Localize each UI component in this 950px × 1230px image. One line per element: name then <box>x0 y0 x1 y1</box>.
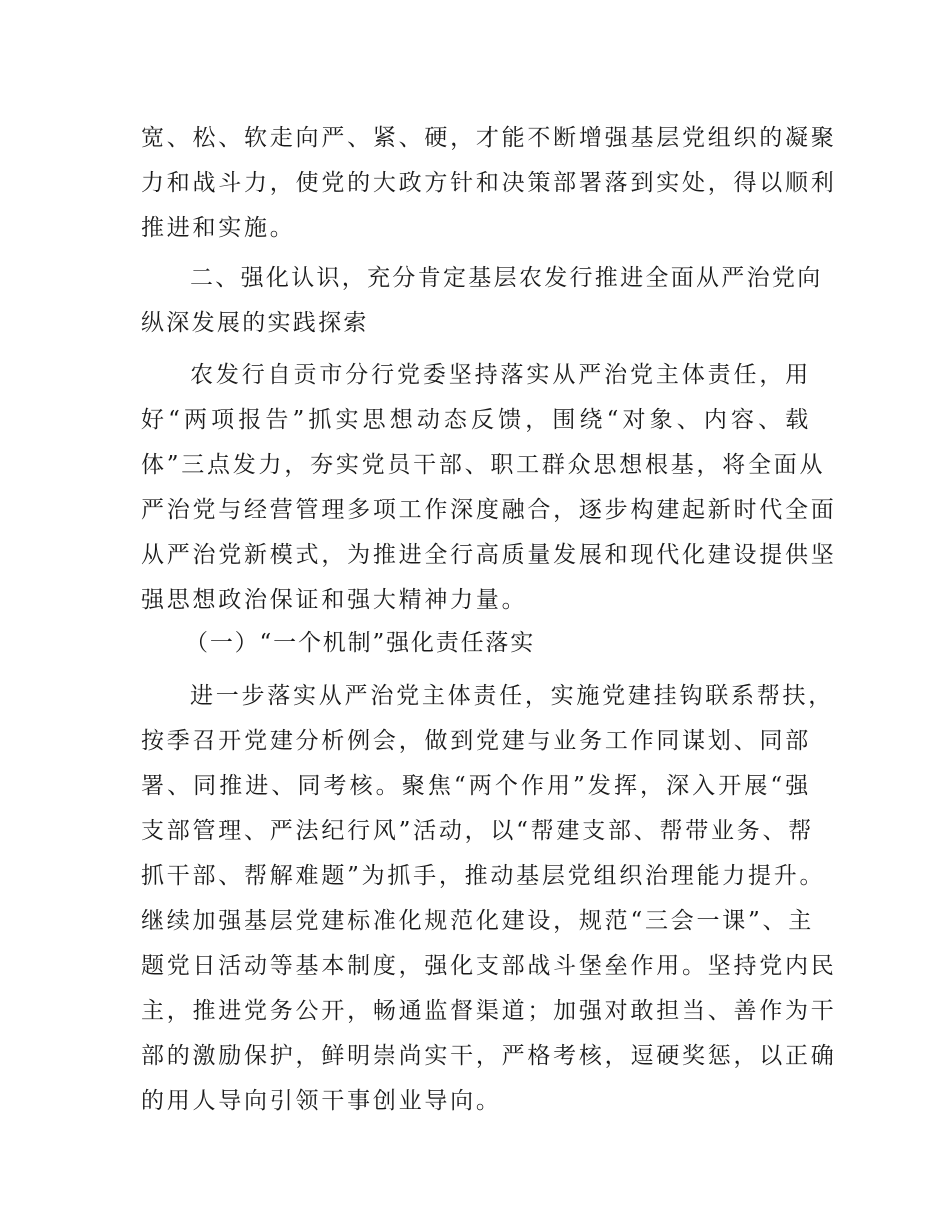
text-line: 部的激励保护，鲜明崇尚实干，严格考核，逗硬奖惩，以正确 <box>141 1043 837 1069</box>
text-line: 严治党与经营管理多项工作深度融合，逐步构建起新时代全面 <box>141 497 837 523</box>
text-line: 好“两项报告”抓实思想动态反馈，围绕“对象、内容、载 <box>141 407 811 433</box>
text-line: 二、强化认识，充分肯定基层农发行推进全面从严治党向 <box>190 265 823 291</box>
body-paragraph <box>141 353 837 623</box>
text-line: （一）“一个机制”强化责任落实 <box>185 630 536 656</box>
text-line: 体”三点发力，夯实党员干部、职工群众思想根基，将全面从 <box>141 452 826 478</box>
text-line: 力和战斗力，使党的大政方针和决策部署落到实处，得以顺利 <box>141 170 837 196</box>
paragraph-continuation <box>141 116 837 251</box>
text-line: 按季召开党建分析例会，做到党建与业务工作同谋划、同部 <box>141 728 811 754</box>
text-line: 宽、松、软走向严、紧、硬，才能不断增强基层党组织的凝聚 <box>141 125 837 151</box>
text-line: 纵深发展的实践探索 <box>141 310 369 336</box>
body-paragraph <box>141 674 837 1124</box>
subsection-heading <box>141 621 811 666</box>
text-line: 推进和实施。 <box>141 215 296 241</box>
text-line: 的用人导向引领干事创业导向。 <box>141 1088 502 1114</box>
text-line: 题党日活动等基本制度，强化支部战斗堡垒作用。坚持党内民 <box>141 953 837 979</box>
text-line: 从严治党新模式，为推进全行高质量发展和现代化建设提供坚 <box>141 542 837 568</box>
text-line: 农发行自贡市分行党委坚持落实从严治党主体责任，用 <box>190 362 811 388</box>
text-line: 署、同推进、同考核。聚焦“两个作用”发挥，深入开展“强 <box>141 773 811 799</box>
text-line: 抓干部、帮解难题”为抓手，推动基层党组织治理能力提升。 <box>141 863 826 889</box>
text-line: 强思想政治保证和强大精神力量。 <box>141 587 528 613</box>
text-line: 主，推进党务公开，畅通监督渠道；加强对敢担当、善作为干 <box>141 998 837 1024</box>
text-line: 支部管理、严法纪行风”活动，以“帮建支部、帮带业务、帮 <box>141 818 815 844</box>
section-heading <box>141 256 823 346</box>
text-line: 继续加强基层党建标准化规范化建设，规范“三会一课”、主 <box>141 908 815 934</box>
text-line: 进一步落实从严治党主体责任，实施党建挂钩联系帮扶， <box>190 683 834 709</box>
